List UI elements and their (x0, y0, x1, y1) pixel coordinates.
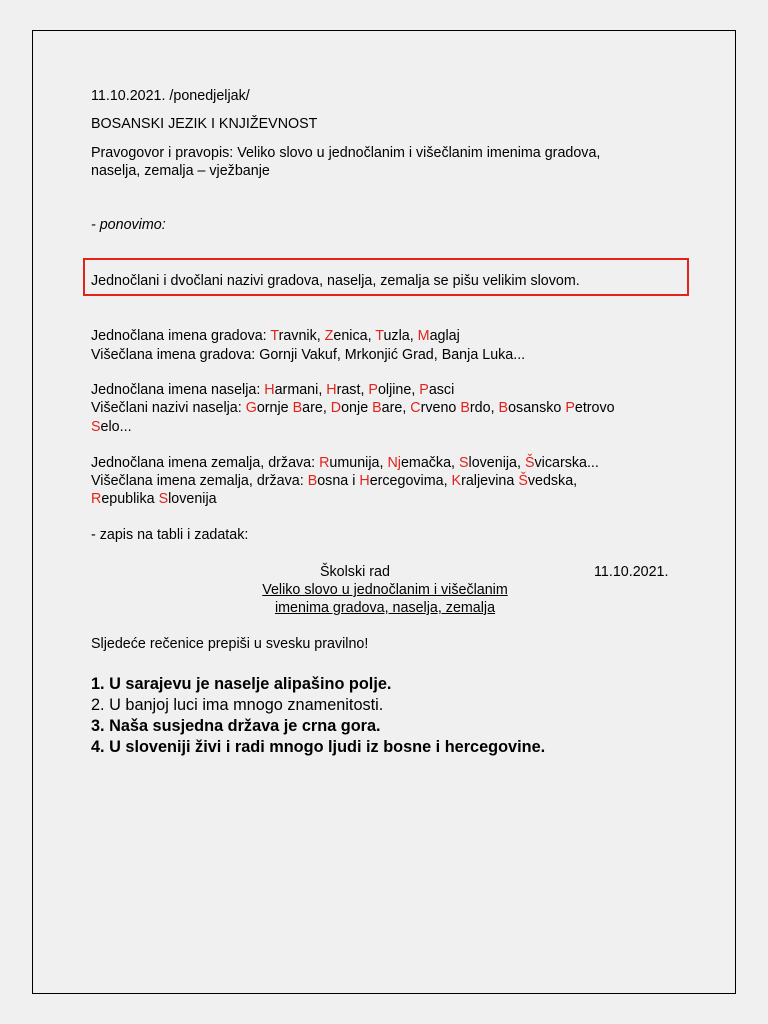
settlements-single-label: Jednočlana imena naselja: (91, 382, 265, 398)
settlements-multi-list (246, 400, 615, 416)
capital-letter: Š (518, 473, 528, 489)
rule-text: Jednočlani i dvočlani nazivi gradova, naselja, zemalja se pišu velikim slovom. (91, 273, 580, 289)
name-rest: onje (341, 400, 373, 416)
name-rest: enica (333, 328, 368, 344)
date-line: 11.10.2021. /ponedjeljak/ (91, 88, 250, 104)
name-rest: epublika (101, 491, 159, 507)
separator: , (316, 328, 325, 344)
capital-letter: H (326, 382, 337, 398)
name-rest: ercegovima (369, 473, 444, 489)
name-rest: ornje (256, 400, 293, 416)
name-rest: umunija (329, 455, 380, 471)
capital-letter: B (498, 400, 509, 416)
capital-letter: R (319, 455, 330, 471)
capital-letter: K (451, 473, 462, 489)
name-rest: osansko (508, 400, 566, 416)
separator: , (402, 400, 411, 416)
cities-single-list (270, 328, 459, 344)
review-label: - ponovimo: (91, 217, 166, 233)
cities-single-label: Jednočlana imena gradova: (91, 328, 271, 344)
board-title-line-2: imenima gradova, naselja, zemalja (274, 600, 496, 616)
board-date: 11.10.2021. (594, 564, 669, 580)
board-label: - zapis na tabli i zadatak: (91, 527, 249, 543)
capital-letter: P (419, 382, 429, 398)
board-title-line-1: Veliko slovo u jednočlanim i višečlanim (262, 582, 508, 598)
name-rest: rveno (420, 400, 461, 416)
capital-letter: P (565, 400, 575, 416)
countries-single-label: Jednočlana imena zemalja, država: (91, 455, 320, 471)
capital-letter: B (460, 400, 470, 416)
capital-letter: H (264, 382, 275, 398)
name-rest: ravnik (278, 328, 317, 344)
separator: , (322, 400, 331, 416)
capital-letter: H (359, 473, 370, 489)
separator: , (379, 455, 388, 471)
name-rest: rast (336, 382, 361, 398)
settlements-single-line (91, 381, 454, 399)
name-rest: uzla (383, 328, 410, 344)
countries-multi-line-2 (91, 490, 217, 508)
capital-letter: Z (324, 328, 334, 344)
capital-letter: Š (524, 455, 535, 471)
settlements-multi-label: Višečlani nazivi naselja: (91, 400, 246, 416)
countries-multi-list (308, 473, 577, 489)
name-rest: lovenija (468, 455, 518, 471)
capital-letter: S (91, 419, 101, 435)
sentence-4: 4. U sloveniji živi i radi mnogo ljudi iz bosne i hercegovine. (91, 738, 546, 756)
settlements-single-list (264, 382, 454, 398)
topic-line-1: Pravogovor i pravopis: Veliko slovo u jednočlanim i višečlanim imenima gradova, (91, 145, 601, 161)
capital-letter: S (158, 491, 169, 507)
capital-letter: C (410, 400, 421, 416)
capital-letter: G (245, 400, 257, 416)
countries-multi-label: Višečlana imena zemalja, država: (91, 473, 308, 489)
name-rest: raljevina (461, 473, 519, 489)
capital-letter: S (458, 455, 469, 471)
countries-single-line (91, 454, 599, 472)
settlements-multi-line (91, 399, 615, 417)
sentence-3: 3. Naša susjedna država je crna gora. (91, 717, 381, 735)
separator: , (451, 455, 459, 471)
separator: , (367, 328, 376, 344)
cities-single-line (91, 327, 460, 345)
separator: , (490, 400, 499, 416)
name-rest: oljine (377, 382, 412, 398)
countries-multi-line (91, 472, 577, 490)
name-rest: vedska (527, 473, 574, 489)
capital-letter: Nj (387, 455, 401, 471)
name-rest: vicarska... (534, 455, 599, 471)
capital-letter: B (372, 400, 382, 416)
name-rest: etrovo (574, 400, 615, 416)
capital-letter: T (375, 328, 384, 344)
separator: , (409, 328, 418, 344)
capital-letter: P (368, 382, 378, 398)
capital-letter: B (292, 400, 303, 416)
separator: , (517, 455, 525, 471)
name-rest: osna i (317, 473, 360, 489)
document-page (32, 30, 736, 994)
name-rest: aglaj (429, 328, 460, 344)
sentence-2: 2. U banjoj luci ima mnogo znamenitosti. (91, 696, 384, 714)
name-rest: elo... (100, 419, 132, 435)
capital-letter: T (270, 328, 279, 344)
separator: , (573, 473, 578, 489)
capital-letter: D (330, 400, 342, 416)
capital-letter: M (417, 328, 430, 344)
capital-letter: B (307, 473, 318, 489)
name-rest: are (381, 400, 403, 416)
separator: , (360, 382, 369, 398)
name-rest: asci (428, 382, 455, 398)
name-rest: rdo (469, 400, 491, 416)
separator: , (411, 382, 420, 398)
name-rest: lovenija (168, 491, 217, 507)
name-rest: emačka (400, 455, 452, 471)
cities-multi-line: Višečlana imena gradova: Gornji Vakuf, Mrkonjić Grad, Banja Luka... (91, 347, 526, 363)
name-rest: armani (274, 382, 319, 398)
name-rest: are (302, 400, 323, 416)
separator: , (318, 382, 327, 398)
school-work-heading: Školski rad (320, 564, 390, 580)
subject-title: BOSANSKI JEZIK I KNJIŽEVNOST (91, 116, 318, 132)
capital-letter: R (91, 491, 102, 507)
countries-single-list (319, 455, 599, 471)
sentence-1: 1. U sarajevu je naselje alipašino polje. (91, 675, 392, 693)
topic-line-2: naselja, zemalja – vježbanje (91, 163, 270, 179)
separator: , (443, 473, 452, 489)
task-instruction: Sljedeće rečenice prepiši u svesku pravilno! (91, 636, 369, 652)
settlements-multi-line-2 (91, 418, 132, 436)
